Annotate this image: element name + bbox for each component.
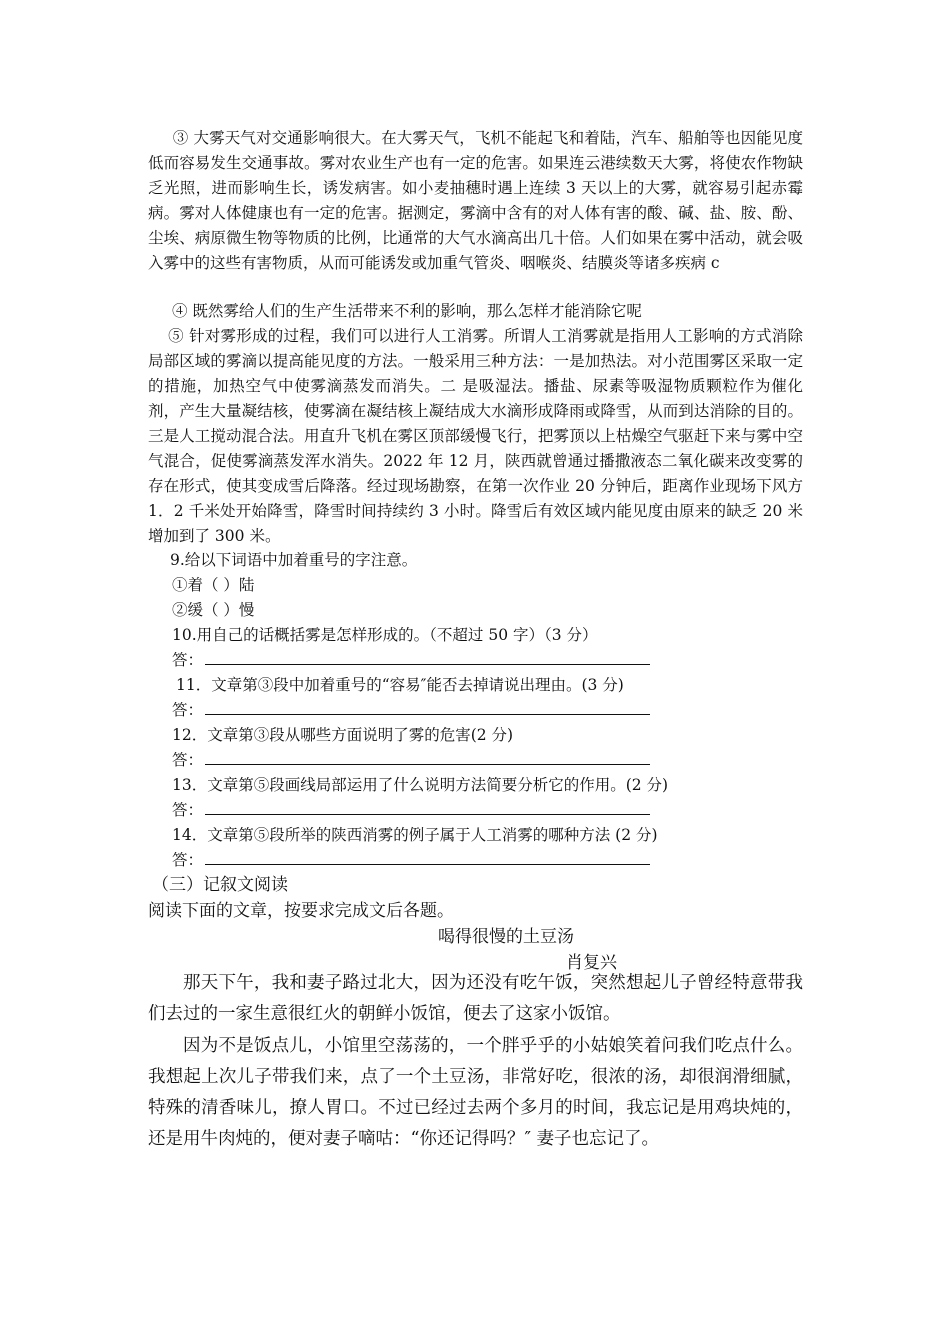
answer-row: [172, 648, 650, 673]
question-11: 11．文章第③段中加着重号的“容易″能否去掉请说出理由。(3 分): [176, 676, 624, 694]
answer-row: [172, 698, 650, 723]
question-10: 10.用自己的话概括雾是怎样形成的。（不超过 50 字）（3 分）: [172, 626, 598, 644]
answer-blank[interactable]: [205, 748, 650, 765]
paragraph-4: ④ 既然雾给人们的生产生活带来不利的影响，那么怎样才能消除它呢: [172, 302, 642, 320]
answer-row: [172, 798, 650, 823]
answer-label: 答：: [172, 701, 204, 719]
article-author: 肖复兴: [566, 953, 617, 973]
answer-row: [172, 848, 650, 873]
question-9-item-a: ①着（ ）陆: [172, 576, 255, 594]
answer-label: 答：: [172, 751, 204, 769]
narrative-paragraph-1: 那天下午，我和妻子路过北大，因为还没有吃午饭，突然想起儿子曾经特意带我们去过的一家生意很红火的朝鲜小饭馆，便去了这家小饭馆。: [148, 973, 803, 1024]
article-title: 喝得很慢的土豆汤: [438, 927, 574, 947]
answer-label: 答：: [172, 651, 204, 669]
question-13: 13．文章第⑤段画线局部运用了什么说明方法简要分析它的作用。(2 分): [172, 776, 669, 794]
answer-blank[interactable]: [205, 798, 650, 815]
narrative-paragraph-2: 因为不是饭点儿，小馆里空荡荡的，一个胖乎乎的小姑娘笑着问我们吃点什么。我想起上次儿子带我们来，点了一个土豆汤，非常好吃，很浓的汤，却很润滑细腻，特殊的清香味儿，撩人胃口。不过已经过去两个多月的时间，我忘记是用鸡块炖的，还是用牛肉炖的，便对妻子嘀咕：“你还记得吗？″ 妻子也忘记了。: [148, 1036, 803, 1149]
answer-label: 答：: [172, 851, 204, 869]
section-instruction: 阅读下面的文章，按要求完成文后各题。: [148, 901, 454, 921]
question-9: 9.给以下词语中加着重号的字注意。: [170, 551, 418, 569]
question-12: 12．文章第③段从哪些方面说明了雾的危害(2 分): [172, 726, 514, 744]
answer-row: [172, 748, 650, 773]
answer-blank[interactable]: [205, 698, 650, 715]
paragraph-5: ⑤ 针对雾形成的过程，我们可以进行人工消雾。所谓人工消雾就是指用人工影响的方式消除局部区域的雾滴以提高能见度的方法。一般采用三种方法：一是加热法。对小范围雾区采取一定的措施，加热空气中使雾滴蒸发而消失。二 是吸湿法。播盐、尿素等吸湿物质颗粒作为催化剂，产生大量凝结核，使雾滴在凝结核上凝结成大水滴形成降雨或降雪，从而到达消除的目的。三是人工搅动混合法。用直升飞机在雾区顶部缓慢飞行，把雾顶以上枯燥空气驱赶下来与雾中空气混合，促使雾滴蒸发浑水消失。2022 年 12 月，陕西就曾通过播撒液态二氧化碳来改变雾的存在形式，使其变成雪后降落。经过现场勘察，在第一次作业 20 分钟后，距离作业现场下风方 1．2 千米处开始降雪，降雪时间持续约 3 小时。降雪后有效区域内能见度由原来的缺乏 20 米增加到了 300 米。: [148, 327, 803, 545]
section-heading: （三）记叙文阅读: [152, 875, 288, 895]
question-14: 14．文章第⑤段所举的陕西消雾的例子属于人工消雾的哪种方法 (2 分): [172, 826, 658, 844]
paragraph-3: ③ 大雾天气对交通影响很大。在大雾天气，飞机不能起飞和着陆，汽车、船舶等也因能见度低而容易发生交通事故。雾对农业生产也有一定的危害。如果连云港续数天大雾，将使农作物缺乏光照，进而影响生长，诱发病害。如小麦抽穗时遇上连续 3 天以上的大雾，就容易引起赤霉病。雾对人体健康也有一定的危害。据测定，雾滴中含有的对人体有害的酸、碱、盐、胺、酚、尘埃、病原微生物等物质的比例，比通常的大气水滴高出几十倍。人们如果在雾中活动，就会吸入雾中的这些有害物质，从而可能诱发或加重气管炎、咽喉炎、结膜炎等诸多疾病 c: [148, 129, 803, 272]
question-9-item-b: ②缓（ ）慢: [172, 601, 255, 619]
answer-blank[interactable]: [205, 648, 650, 665]
answer-blank[interactable]: [205, 848, 650, 865]
answer-label: 答：: [172, 801, 204, 819]
